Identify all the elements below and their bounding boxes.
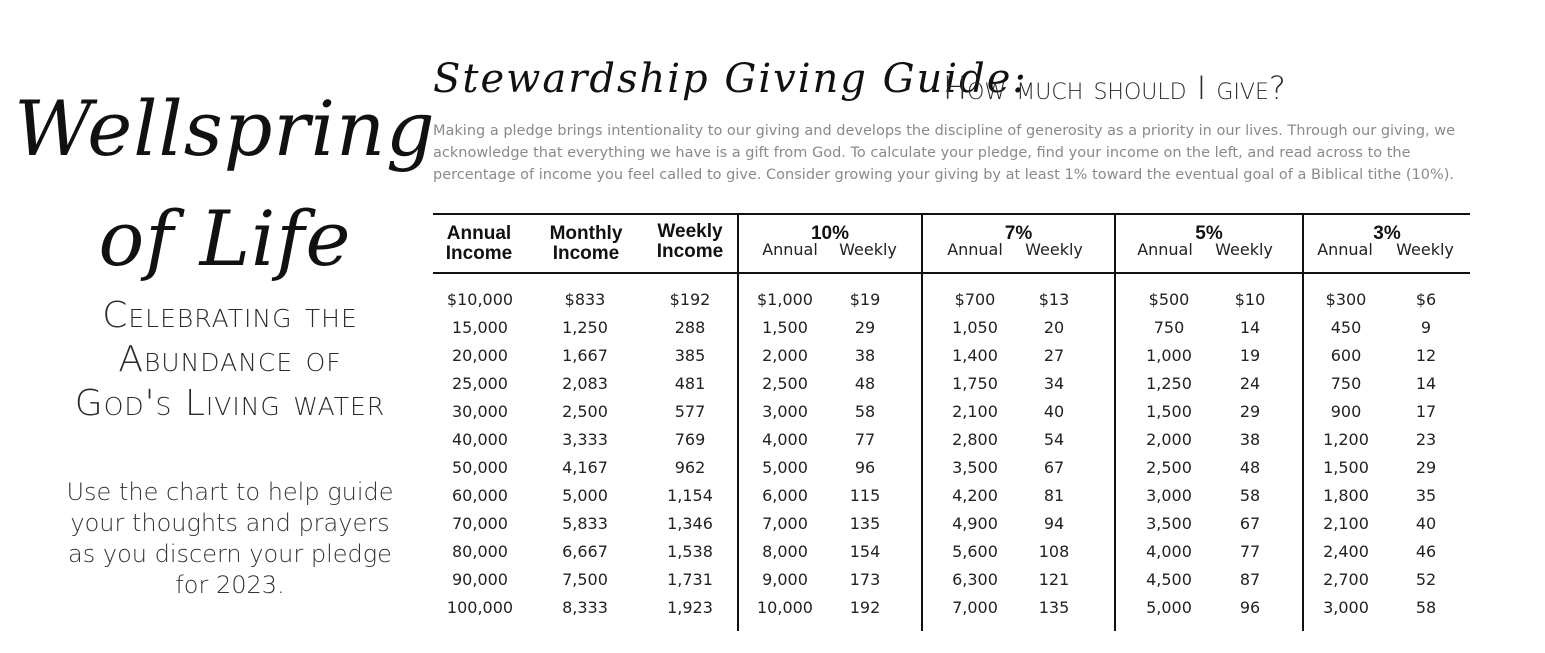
table-cell: 4,200 <box>952 486 998 505</box>
table-cell: 9 <box>1420 318 1432 337</box>
logo-line-2: of Life <box>98 194 352 283</box>
table-cell: 7,500 <box>562 570 608 589</box>
table-cell: 450 <box>1330 318 1362 337</box>
tagline-line-2: Abundance of <box>118 339 342 380</box>
table-cell: 20,000 <box>452 346 508 365</box>
header-10-percent: 10% <box>810 223 850 244</box>
table-cell: 900 <box>1330 402 1362 421</box>
table-cell: 288 <box>674 318 706 337</box>
table-cell: 38 <box>1239 430 1261 449</box>
note-line-2: your thoughts and prayers <box>70 509 390 537</box>
table-cell: 4,167 <box>562 458 608 477</box>
header-weekly-income: Weekly Income <box>656 221 724 262</box>
table-cell: 6,000 <box>762 486 808 505</box>
table-cell: 4,000 <box>762 430 808 449</box>
sub-header-annual: Annual <box>1317 240 1373 259</box>
table-cell: $10,000 <box>446 290 514 309</box>
table-cell: 87 <box>1239 570 1261 589</box>
table-cell: 19 <box>1239 346 1261 365</box>
title-question: How much should I give? <box>943 69 1286 107</box>
table-cell: 3,000 <box>762 402 808 421</box>
table-cell: 481 <box>674 374 706 393</box>
table-cell: 29 <box>1239 402 1261 421</box>
table-cell: 769 <box>674 430 706 449</box>
table-cell: 8,000 <box>762 542 808 561</box>
table-cell: 80,000 <box>452 542 508 561</box>
table-cell: 5,600 <box>952 542 998 561</box>
table-cell: 1,500 <box>1323 458 1369 477</box>
table-cell: 67 <box>1043 458 1065 477</box>
column-divider <box>921 213 923 631</box>
table-cell: 9,000 <box>762 570 808 589</box>
table-cell: 30,000 <box>452 402 508 421</box>
table-cell: 115 <box>849 486 881 505</box>
table-cell: 2,000 <box>762 346 808 365</box>
table-cell: 24 <box>1239 374 1261 393</box>
table-cell: $833 <box>564 290 606 309</box>
header-monthly-income: Monthly Income <box>549 223 623 264</box>
table-cell: 108 <box>1038 542 1070 561</box>
table-cell: $10 <box>1234 290 1266 309</box>
table-cell: 81 <box>1043 486 1065 505</box>
table-cell: 3,000 <box>1146 486 1192 505</box>
note-line-4: for 2023. <box>175 571 285 599</box>
table-cell: 1,250 <box>562 318 608 337</box>
table-cell: $19 <box>849 290 881 309</box>
table-cell: 2,500 <box>762 374 808 393</box>
tagline-line-1: Celebrating the <box>102 295 358 336</box>
table-cell: 7,000 <box>952 598 998 617</box>
table-cell: 1,800 <box>1323 486 1369 505</box>
table-cell: 2,400 <box>1323 542 1369 561</box>
table-cell: 1,500 <box>762 318 808 337</box>
table-cell: 35 <box>1415 486 1437 505</box>
table-cell: 5,833 <box>562 514 608 533</box>
table-cell: 17 <box>1415 402 1437 421</box>
table-cell: 40 <box>1043 402 1065 421</box>
table-cell: 46 <box>1415 542 1437 561</box>
table-cell: 154 <box>849 542 881 561</box>
column-divider <box>1302 213 1304 631</box>
table-cell: $300 <box>1325 290 1367 309</box>
table-cell: 2,500 <box>1146 458 1192 477</box>
table-cell: 96 <box>854 458 876 477</box>
table-cell: 67 <box>1239 514 1261 533</box>
table-cell: 5,000 <box>562 486 608 505</box>
table-cell: 1,154 <box>667 486 713 505</box>
table-cell: 29 <box>854 318 876 337</box>
table-cell: 77 <box>854 430 876 449</box>
table-cell: 94 <box>1043 514 1065 533</box>
table-cell: 173 <box>849 570 881 589</box>
table-cell: 135 <box>849 514 881 533</box>
table-cell: 3,500 <box>952 458 998 477</box>
table-cell: 7,000 <box>762 514 808 533</box>
table-cell: 58 <box>854 402 876 421</box>
table-cell: 58 <box>1415 598 1437 617</box>
table-cell: $6 <box>1415 290 1437 309</box>
table-cell: 1,250 <box>1146 374 1192 393</box>
sub-header-annual: Annual <box>1137 240 1193 259</box>
table-cell: 2,500 <box>562 402 608 421</box>
table-top-rule <box>433 213 1470 215</box>
table-cell: 577 <box>674 402 706 421</box>
table-cell: 10,000 <box>757 598 813 617</box>
table-cell: 5,000 <box>762 458 808 477</box>
sub-header-weekly: Weekly <box>1215 240 1273 259</box>
table-cell: 2,800 <box>952 430 998 449</box>
header-5-percent: 5% <box>1195 223 1223 244</box>
table-cell: 20 <box>1043 318 1065 337</box>
table-cell: 2,100 <box>1323 514 1369 533</box>
table-cell: 121 <box>1038 570 1070 589</box>
table-cell: 4,000 <box>1146 542 1192 561</box>
table-cell: 1,667 <box>562 346 608 365</box>
table-cell: 90,000 <box>452 570 508 589</box>
table-cell: 12 <box>1415 346 1437 365</box>
note-line-1: Use the chart to help guide <box>66 478 394 506</box>
table-cell: 25,000 <box>452 374 508 393</box>
table-cell: 2,100 <box>952 402 998 421</box>
table-cell: 600 <box>1330 346 1362 365</box>
table-cell: 1,731 <box>667 570 713 589</box>
table-cell: 1,346 <box>667 514 713 533</box>
table-cell: 100,000 <box>446 598 514 617</box>
table-cell: 750 <box>1330 374 1362 393</box>
table-cell: 5,000 <box>1146 598 1192 617</box>
table-cell: 40 <box>1415 514 1437 533</box>
note-line-3: as you discern your pledge <box>68 540 392 568</box>
header-annual-income: Annual Income <box>445 223 513 264</box>
table-cell: 1,050 <box>952 318 998 337</box>
header-7-percent: 7% <box>1004 223 1033 244</box>
sub-header-weekly: Weekly <box>1025 240 1083 259</box>
table-cell: 8,333 <box>562 598 608 617</box>
table-cell: 4,900 <box>952 514 998 533</box>
intro-line-2: acknowledge that everything we have is a gift from God. To calculate your pledge, find your income on the left, and read across to the <box>433 145 1411 161</box>
table-cell: 3,500 <box>1146 514 1192 533</box>
table-cell: 14 <box>1415 374 1437 393</box>
table-cell: 38 <box>854 346 876 365</box>
table-cell: 1,750 <box>952 374 998 393</box>
table-cell: 96 <box>1239 598 1261 617</box>
table-cell: 52 <box>1415 570 1437 589</box>
table-cell: 962 <box>674 458 706 477</box>
table-cell: 3,333 <box>562 430 608 449</box>
header-3-percent: 3% <box>1373 223 1401 244</box>
table-cell: $1,000 <box>757 290 813 309</box>
table-cell: 70,000 <box>452 514 508 533</box>
table-cell: 2,700 <box>1323 570 1369 589</box>
table-cell: 50,000 <box>452 458 508 477</box>
tagline-line-3: God's Living water <box>74 383 386 424</box>
table-cell: 385 <box>674 346 706 365</box>
table-cell: 29 <box>1415 458 1437 477</box>
table-cell: 1,500 <box>1146 402 1192 421</box>
table-cell: 58 <box>1239 486 1261 505</box>
brand-panel <box>0 0 460 653</box>
table-cell: $192 <box>669 290 711 309</box>
table-cell: 15,000 <box>452 318 508 337</box>
table-cell: 23 <box>1415 430 1437 449</box>
table-cell: 6,300 <box>952 570 998 589</box>
table-header-rule <box>433 272 1470 274</box>
table-cell: 135 <box>1038 598 1070 617</box>
table-cell: 1,000 <box>1146 346 1192 365</box>
table-cell: 77 <box>1239 542 1261 561</box>
table-cell: 2,083 <box>562 374 608 393</box>
table-cell: 54 <box>1043 430 1065 449</box>
table-cell: 60,000 <box>452 486 508 505</box>
logo-line-1: Wellspring <box>14 84 436 173</box>
intro-line-3: percentage of income you feel called to give. Consider growing your giving by at least 1% toward the eventual goal of a Biblical tithe (10%). <box>433 167 1454 183</box>
table-cell: 48 <box>1239 458 1261 477</box>
table-cell: 6,667 <box>562 542 608 561</box>
table-cell: 4,500 <box>1146 570 1192 589</box>
sub-header-annual: Annual <box>762 240 818 259</box>
table-cell: $13 <box>1038 290 1070 309</box>
table-cell: 1,400 <box>952 346 998 365</box>
sub-header-weekly: Weekly <box>1396 240 1454 259</box>
table-cell: 2,000 <box>1146 430 1192 449</box>
intro-line-1: Making a pledge brings intentionality to our giving and develops the discipline of generosity as a priority in our lives. Through our giving, we <box>433 123 1456 139</box>
table-cell: 1,923 <box>667 598 713 617</box>
table-cell: 40,000 <box>452 430 508 449</box>
table-cell: $700 <box>954 290 996 309</box>
table-cell: 34 <box>1043 374 1065 393</box>
table-cell: 48 <box>854 374 876 393</box>
table-cell: 3,000 <box>1323 598 1369 617</box>
table-cell: 27 <box>1043 346 1065 365</box>
table-cell: 192 <box>849 598 881 617</box>
column-divider <box>737 213 739 631</box>
table-cell: 1,538 <box>667 542 713 561</box>
column-divider <box>1114 213 1116 631</box>
sub-header-weekly: Weekly <box>839 240 897 259</box>
title-script: Stewardship Giving Guide: <box>433 56 1028 102</box>
table-cell: 14 <box>1239 318 1261 337</box>
table-cell: $500 <box>1148 290 1190 309</box>
sub-header-annual: Annual <box>947 240 1003 259</box>
table-cell: 750 <box>1153 318 1185 337</box>
giving-table <box>433 213 1470 631</box>
table-cell: 1,200 <box>1323 430 1369 449</box>
